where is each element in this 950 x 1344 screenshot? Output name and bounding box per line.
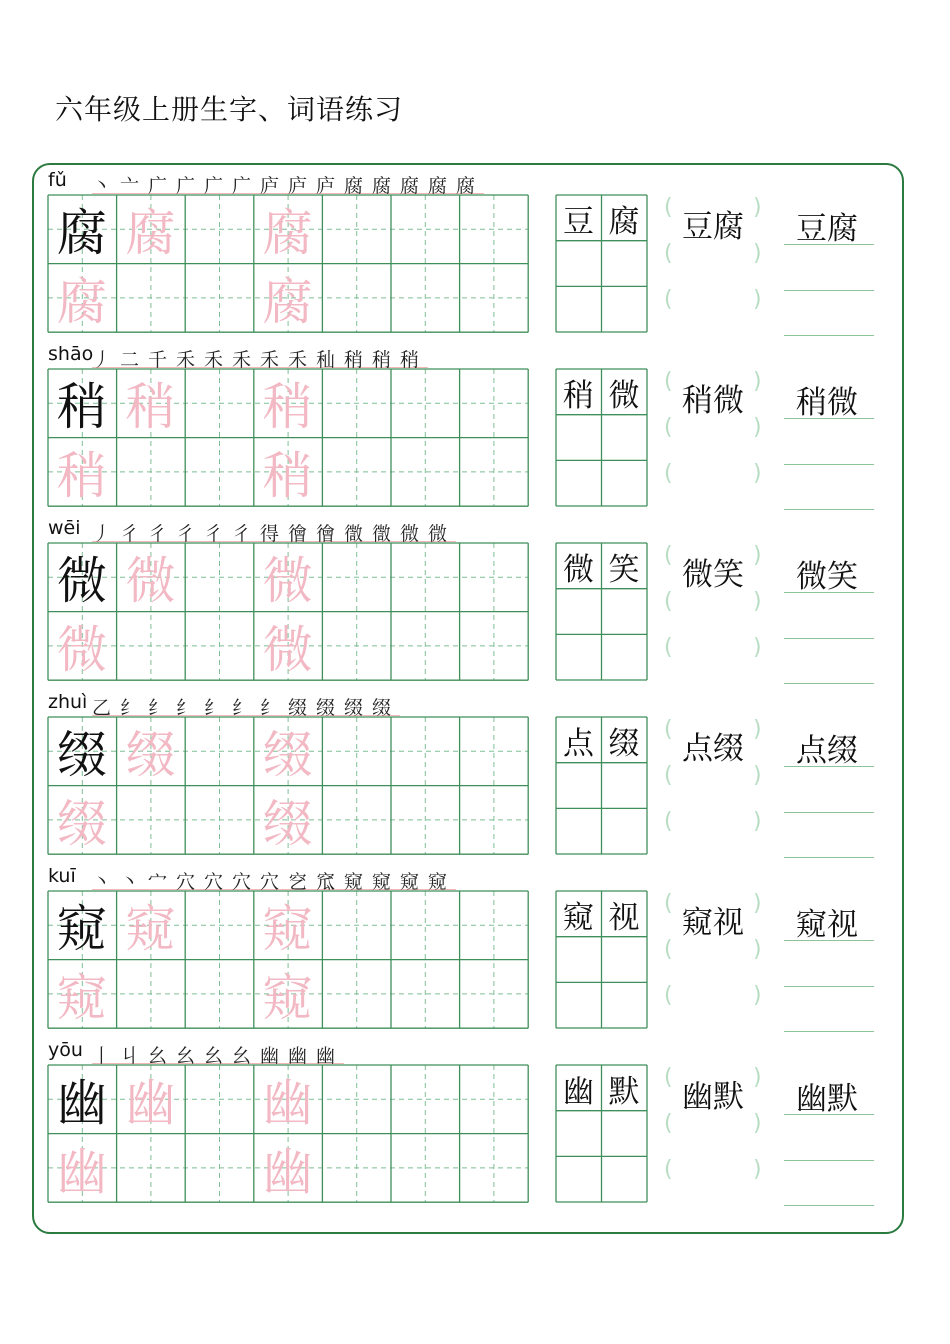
paren-open: ( xyxy=(664,195,673,220)
word-on-line: 稍微 xyxy=(796,385,858,421)
stroke-step: 宀 xyxy=(148,867,176,890)
pinyin-label: wēi xyxy=(48,517,81,539)
trace-char: 稍 xyxy=(125,378,176,436)
trace-char: 微 xyxy=(262,620,313,679)
stroke-step: 稍 xyxy=(344,345,372,368)
stroke-step: 庐 xyxy=(260,171,288,194)
writing-line[interactable] xyxy=(784,683,874,684)
stroke-step: 缀 xyxy=(372,693,400,716)
stroke-step: 稍 xyxy=(372,345,400,368)
paren-open: ( xyxy=(664,461,673,486)
char-entry xyxy=(0,343,950,517)
word-on-line: 微笑 xyxy=(796,559,858,595)
stroke-step: 窥 xyxy=(428,867,456,890)
stroke-step: 穴 xyxy=(176,867,204,890)
stroke-step: 彳 xyxy=(120,519,148,542)
stroke-step: 禾 xyxy=(204,345,232,368)
stroke-step: 穵 xyxy=(288,867,316,890)
writing-line[interactable] xyxy=(784,335,874,336)
trace-char: 幽 xyxy=(262,1142,313,1201)
paren-close: ) xyxy=(753,241,762,266)
pinyin-label: zhuì xyxy=(48,691,88,713)
pinyin-label: fǔ xyxy=(48,169,67,191)
word-copy-grid[interactable] xyxy=(556,1065,647,1202)
stroke-step: 缀 xyxy=(344,693,372,716)
stroke-step: 纟 xyxy=(232,693,260,716)
stroke-step: 幽 xyxy=(260,1041,288,1064)
writing-line[interactable] xyxy=(784,638,874,639)
trace-char: 稍 xyxy=(262,378,313,436)
stroke-step: 彳 xyxy=(204,519,232,542)
stroke-step: 微 xyxy=(428,519,456,542)
stroke-step: 腐 xyxy=(456,171,484,194)
trace-char: 稍 xyxy=(57,446,107,505)
stroke-step: 窊 xyxy=(316,867,344,890)
stroke-step: 徻 xyxy=(288,519,316,542)
stroke-step: 禾 xyxy=(260,345,288,368)
paren-open: ( xyxy=(664,241,673,266)
writing-line[interactable] xyxy=(784,986,874,987)
stroke-step: 纟 xyxy=(176,693,204,716)
paren-close: ) xyxy=(753,369,762,394)
trace-char: 窥 xyxy=(262,900,313,958)
stroke-step: 徻 xyxy=(316,519,344,542)
word-char: 稍 xyxy=(563,377,594,414)
stroke-step: 广 xyxy=(148,171,176,194)
stroke-step: 纟 xyxy=(148,693,176,716)
writing-line[interactable] xyxy=(784,244,874,245)
trace-char: 腐 xyxy=(57,272,107,331)
trace-char: 微 xyxy=(125,552,176,610)
stroke-step: 彳 xyxy=(148,519,176,542)
pinyin-label: yōu xyxy=(48,1039,83,1061)
writing-line[interactable] xyxy=(784,1205,874,1206)
char-entry xyxy=(0,1039,950,1213)
stroke-step: 徾 xyxy=(372,519,400,542)
stroke-step: 秈 xyxy=(316,345,344,368)
pinyin-label: shāo xyxy=(48,343,94,365)
writing-line[interactable] xyxy=(784,464,874,465)
trace-char: 微 xyxy=(57,620,107,679)
char-entry xyxy=(0,517,950,691)
stroke-step: 丿 xyxy=(92,345,120,368)
model-char: 缀 xyxy=(57,726,107,784)
char-entry xyxy=(0,865,950,1039)
paren-open: ( xyxy=(664,635,673,660)
stroke-step: 缀 xyxy=(288,693,316,716)
paren-open: ( xyxy=(664,937,673,962)
stroke-step: 广 xyxy=(176,171,204,194)
writing-line[interactable] xyxy=(784,290,874,291)
word-char: 幽 xyxy=(563,1073,594,1110)
word-char: 视 xyxy=(608,899,640,936)
writing-line[interactable] xyxy=(784,592,874,593)
stroke-step: 丨 xyxy=(92,1041,120,1064)
trace-char: 窥 xyxy=(57,968,107,1027)
writing-line[interactable] xyxy=(784,812,874,813)
writing-line[interactable] xyxy=(784,940,874,941)
word-copy-grid[interactable] xyxy=(556,195,647,332)
writing-line[interactable] xyxy=(784,1031,874,1032)
stroke-step: 徾 xyxy=(344,519,372,542)
stroke-step: 穴 xyxy=(232,867,260,890)
page-title: 六年级上册生字、词语练习 xyxy=(55,93,404,126)
stroke-step: 丶 xyxy=(120,867,148,890)
paren-open: ( xyxy=(664,763,673,788)
stroke-step: 微 xyxy=(400,519,428,542)
paren-close: ) xyxy=(753,1111,762,1136)
stroke-step: 千 xyxy=(148,345,176,368)
trace-char: 微 xyxy=(262,552,313,610)
stroke-step: 稍 xyxy=(400,345,428,368)
stroke-step: 广 xyxy=(232,171,260,194)
stroke-step: 禾 xyxy=(232,345,260,368)
word-copy-grid[interactable] xyxy=(556,717,647,854)
paren-close: ) xyxy=(753,1065,762,1090)
paren-open: ( xyxy=(664,1065,673,1090)
word-char: 窥 xyxy=(563,899,594,936)
stroke-step: 二 xyxy=(120,345,148,368)
word-copy-grid[interactable] xyxy=(556,891,647,1028)
paren-open: ( xyxy=(664,589,673,614)
word-char: 缀 xyxy=(608,725,640,762)
stroke-step: 乙 xyxy=(92,693,120,716)
paren-close: ) xyxy=(753,937,762,962)
word-char: 微 xyxy=(563,551,594,588)
char-entry xyxy=(0,169,950,343)
word-char: 点 xyxy=(563,725,594,762)
trace-char: 窥 xyxy=(125,900,176,958)
paren-close: ) xyxy=(753,1157,762,1182)
paren-open: ( xyxy=(664,543,673,568)
writing-line[interactable] xyxy=(784,509,874,510)
stroke-step: 窥 xyxy=(400,867,428,890)
stroke-step: 禾 xyxy=(176,345,204,368)
stroke-order xyxy=(92,345,428,371)
paren-close: ) xyxy=(753,983,762,1008)
paren-close: ) xyxy=(753,461,762,486)
paren-open: ( xyxy=(664,415,673,440)
stroke-step: 广 xyxy=(204,171,232,194)
trace-char: 幽 xyxy=(125,1074,176,1132)
paren-close: ) xyxy=(753,809,762,834)
model-char: 幽 xyxy=(57,1074,107,1132)
stroke-step: 纟 xyxy=(120,693,148,716)
stroke-step: 幺 xyxy=(204,1041,232,1064)
stroke-step: 纟 xyxy=(260,693,288,716)
stroke-step: 丩 xyxy=(120,1041,148,1064)
paren-close: ) xyxy=(753,589,762,614)
word-on-line: 点缀 xyxy=(796,733,858,769)
writing-line[interactable] xyxy=(784,1114,874,1115)
pinyin-label: kuī xyxy=(48,865,76,887)
trace-char: 缀 xyxy=(262,726,313,784)
stroke-order xyxy=(92,693,400,719)
paren-open: ( xyxy=(664,287,673,312)
word-in-parens: 微笑 xyxy=(682,557,744,593)
word-copy-grid[interactable] xyxy=(556,543,647,680)
model-char: 稍 xyxy=(57,378,107,436)
stroke-step: 窥 xyxy=(344,867,372,890)
stroke-step: 亠 xyxy=(120,171,148,194)
paren-open: ( xyxy=(664,1157,673,1182)
word-char: 微 xyxy=(608,377,640,414)
stroke-step: 彳 xyxy=(232,519,260,542)
stroke-step: 腐 xyxy=(372,171,400,194)
stroke-step: 庐 xyxy=(316,171,344,194)
char-entry xyxy=(0,691,950,865)
stroke-step: 丶 xyxy=(92,171,120,194)
paren-open: ( xyxy=(664,1111,673,1136)
stroke-step: 禾 xyxy=(288,345,316,368)
stroke-step: 穴 xyxy=(204,867,232,890)
trace-char: 幽 xyxy=(57,1142,107,1201)
stroke-order xyxy=(92,867,456,893)
word-in-parens: 幽默 xyxy=(682,1079,744,1115)
stroke-order xyxy=(92,519,456,545)
paren-close: ) xyxy=(753,891,762,916)
trace-char: 缀 xyxy=(262,794,313,853)
stroke-step: 幽 xyxy=(288,1041,316,1064)
stroke-step: 幽 xyxy=(316,1041,344,1064)
trace-char: 腐 xyxy=(125,204,176,262)
word-on-line: 幽默 xyxy=(796,1081,858,1117)
paren-close: ) xyxy=(753,635,762,660)
stroke-step: 腐 xyxy=(344,171,372,194)
paren-close: ) xyxy=(753,195,762,220)
stroke-step: 缀 xyxy=(316,693,344,716)
paren-open: ( xyxy=(664,369,673,394)
stroke-step: 得 xyxy=(260,519,288,542)
paren-open: ( xyxy=(664,809,673,834)
stroke-step: 幺 xyxy=(176,1041,204,1064)
model-char: 窥 xyxy=(57,900,107,958)
stroke-step: 丶 xyxy=(92,867,120,890)
writing-line[interactable] xyxy=(784,766,874,767)
word-copy-grid[interactable] xyxy=(556,369,647,506)
writing-line[interactable] xyxy=(784,418,874,419)
stroke-step: 幺 xyxy=(232,1041,260,1064)
word-in-parens: 窥视 xyxy=(682,905,744,941)
paren-close: ) xyxy=(753,543,762,568)
word-on-line: 豆腐 xyxy=(796,211,858,247)
stroke-step: 腐 xyxy=(400,171,428,194)
stroke-step: 穴 xyxy=(260,867,288,890)
stroke-step: 彳 xyxy=(176,519,204,542)
writing-line[interactable] xyxy=(784,857,874,858)
word-char: 腐 xyxy=(608,203,640,240)
trace-char: 缀 xyxy=(125,726,176,784)
model-char: 微 xyxy=(57,552,107,610)
stroke-step: 丿 xyxy=(92,519,120,542)
word-in-parens: 稍微 xyxy=(682,383,744,419)
word-char: 豆 xyxy=(563,203,594,240)
stroke-step: 纟 xyxy=(204,693,232,716)
paren-close: ) xyxy=(753,287,762,312)
word-char: 默 xyxy=(608,1073,640,1110)
trace-char: 缀 xyxy=(57,794,107,853)
paren-open: ( xyxy=(664,983,673,1008)
word-in-parens: 点缀 xyxy=(682,731,744,767)
stroke-step: 庐 xyxy=(288,171,316,194)
paren-close: ) xyxy=(753,763,762,788)
trace-char: 腐 xyxy=(262,272,313,331)
stroke-step: 腐 xyxy=(428,171,456,194)
stroke-order xyxy=(92,171,484,197)
paren-close: ) xyxy=(753,415,762,440)
stroke-step: 幺 xyxy=(148,1041,176,1064)
model-char: 腐 xyxy=(57,204,107,262)
writing-line[interactable] xyxy=(784,1160,874,1161)
trace-char: 幽 xyxy=(262,1074,313,1132)
stroke-order xyxy=(92,1041,344,1067)
word-in-parens: 豆腐 xyxy=(682,209,744,245)
stroke-step: 窥 xyxy=(372,867,400,890)
trace-char: 腐 xyxy=(262,204,313,262)
trace-char: 窥 xyxy=(262,968,313,1027)
paren-close: ) xyxy=(753,717,762,742)
trace-char: 稍 xyxy=(262,446,313,505)
paren-open: ( xyxy=(664,717,673,742)
word-on-line: 窥视 xyxy=(796,907,858,943)
paren-open: ( xyxy=(664,891,673,916)
word-char: 笑 xyxy=(608,551,640,588)
